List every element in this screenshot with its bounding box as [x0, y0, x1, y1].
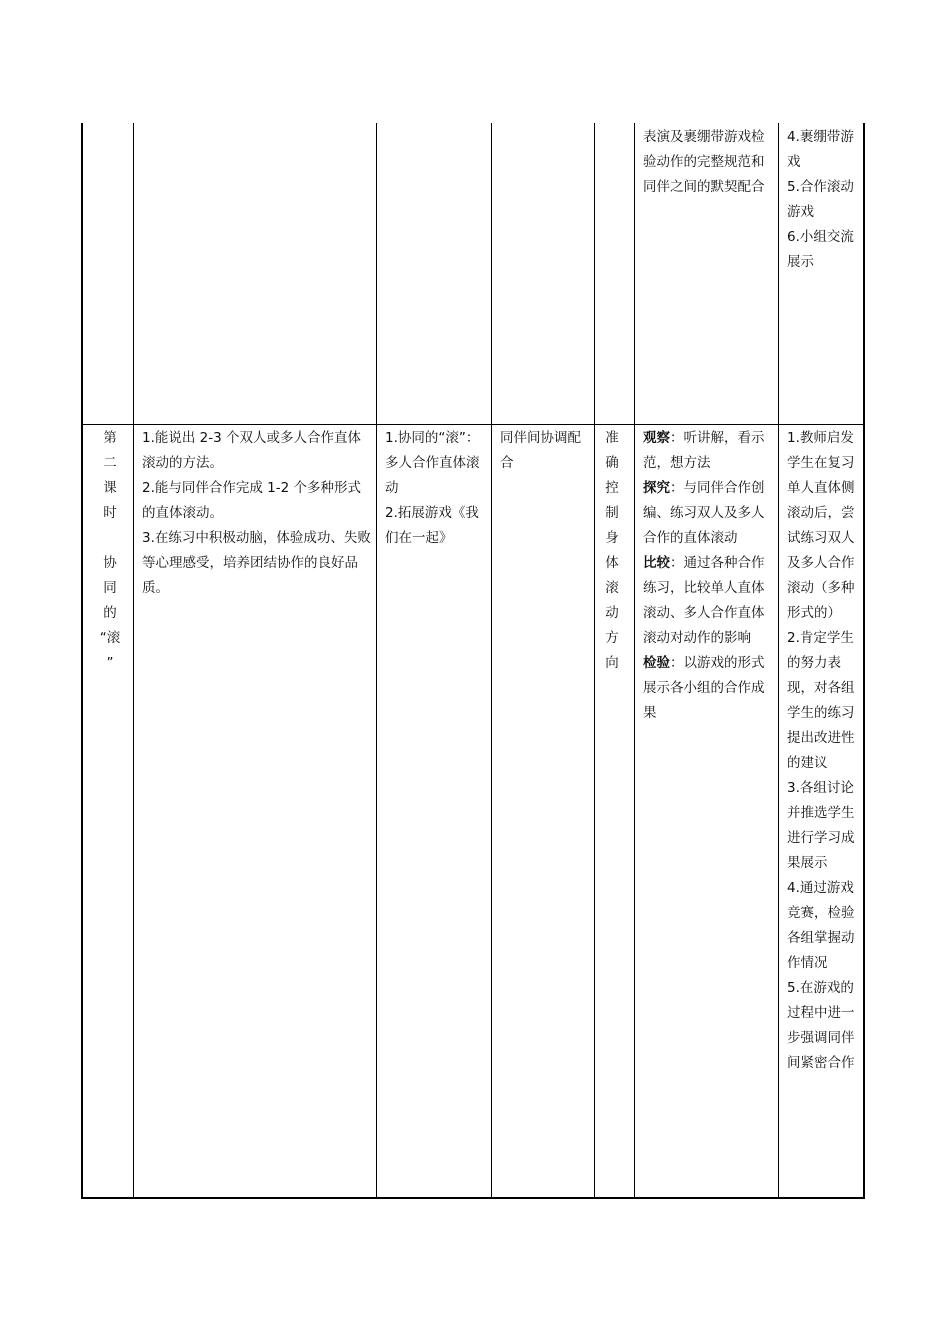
lesson-title-char: 第 — [103, 430, 117, 446]
lesson-title-char: “滚 — [99, 630, 121, 646]
difficulty-char: 身 — [605, 530, 619, 546]
lesson-title-char: 二 — [103, 455, 117, 471]
approach-label: 检验 — [643, 655, 670, 671]
approach-item — [643, 476, 775, 551]
objective-item: 1.能说出 2-3 个双人或多人合作直体滚动的方法。 — [142, 430, 362, 471]
row1-approach-cell — [643, 125, 775, 200]
key-point-cell — [500, 426, 588, 476]
approach-item — [643, 651, 775, 726]
table-col-divider-5 — [634, 123, 635, 1199]
lesson-title-char: ” — [106, 655, 114, 671]
lesson-title-char: 的 — [103, 605, 117, 621]
content-item: 1.协同的“滚”：多人合作直体滚动 — [385, 430, 480, 496]
approach-label: 比较 — [643, 555, 670, 571]
difficulty-char: 控 — [605, 480, 619, 496]
activities-cell — [787, 426, 859, 1076]
difficulty-char: 制 — [605, 505, 619, 521]
approach-label: 观察 — [643, 430, 670, 446]
objective-item: 2.能与同伴合作完成 1-2 个多种形式的直体滚动。 — [142, 480, 362, 521]
approach-item — [643, 426, 775, 476]
difficulty-char: 方 — [605, 630, 619, 646]
row1-activity-item: 5.合作滚动游戏 — [787, 179, 854, 220]
activity-item: 3.各组讨论并推选学生进行学习成果展示 — [787, 780, 855, 871]
approach-item — [643, 551, 775, 651]
lesson-title-char: 同 — [103, 580, 117, 596]
lesson-title-gap — [93, 526, 127, 551]
table-border-bottom — [81, 1197, 865, 1199]
approach-text: ：听讲解，看示范，想方法 — [643, 430, 765, 471]
table-col-divider-6 — [778, 123, 779, 1199]
difficulty-char: 向 — [605, 655, 619, 671]
table-col-divider-3 — [491, 123, 492, 1199]
row1-activity-item: 6.小组交流展示 — [787, 229, 854, 270]
content-cell — [385, 426, 487, 551]
approach-text: ：通过各种合作练习，比较单人直体滚动、多人合作直体滚动对动作的影响 — [643, 555, 765, 646]
difficulty-char: 动 — [605, 605, 619, 621]
key-point-text: 同伴间协调配合 — [500, 430, 581, 471]
table-border-left — [81, 123, 83, 1199]
objective-item: 3.在练习中积极动脑，体验成功、失败等心理感受，培养团结协作的良好品质。 — [142, 530, 371, 596]
row1-activity-item: 4.裹绷带游戏 — [787, 129, 854, 170]
row1-approach-text: 表演及裹绷带游戏检验动作的完整规范和同伴之间的默契配合 — [643, 129, 765, 195]
lesson-title-char: 课 — [103, 480, 117, 496]
table-row-divider — [81, 424, 865, 425]
table-col-divider-1 — [133, 123, 134, 1199]
approach-cell — [643, 426, 775, 726]
table-col-divider-2 — [376, 123, 377, 1199]
activity-item: 5.在游戏的过程中进一步强调同伴间紧密合作 — [787, 980, 855, 1071]
content-item: 2.拓展游戏《我们在一起》 — [385, 505, 479, 546]
objectives-cell — [142, 426, 372, 601]
approach-text: ：以游戏的形式展示各小组的合作成果 — [643, 655, 765, 721]
activity-item: 2.肯定学生的努力表现，对各组学生的练习提出改进性的建议 — [787, 630, 855, 771]
lesson-title-char: 协 — [103, 555, 117, 571]
activity-item: 1.教师启发学生在复习单人直体侧滚动后，尝试练习双人及多人合作滚动（多种形式的） — [787, 430, 855, 621]
approach-text: ：与同伴合作创编、练习双人及多人合作的直体滚动 — [643, 480, 765, 546]
difficulty-cell — [598, 426, 626, 676]
difficulty-char: 体 — [605, 555, 619, 571]
difficulty-char: 滚 — [605, 580, 619, 596]
difficulty-char: 确 — [605, 455, 619, 471]
lesson-title-char: 时 — [103, 505, 117, 521]
lesson-title-cell — [93, 426, 127, 676]
row1-activities-cell — [787, 125, 859, 275]
approach-label: 探究 — [643, 480, 670, 496]
table-col-divider-4 — [594, 123, 595, 1199]
activity-item: 4.通过游戏竞赛，检验各组掌握动作情况 — [787, 880, 855, 971]
difficulty-char: 准 — [605, 430, 619, 446]
table-border-right — [863, 123, 865, 1199]
